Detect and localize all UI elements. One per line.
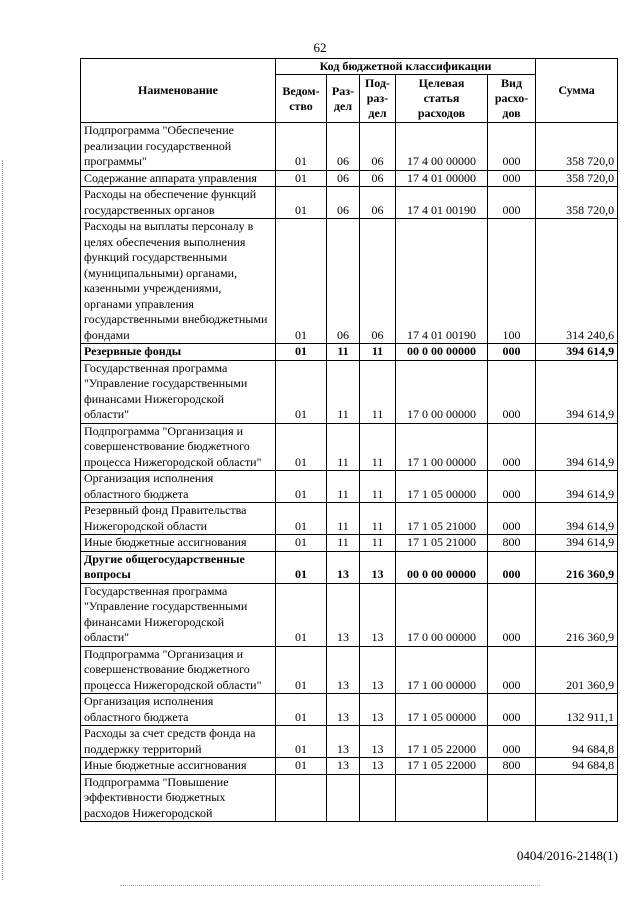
header-razdel: Раз- дел [327, 75, 360, 123]
table-row: Содержание аппарата управления 01 06 06 17 4 01 00000 000 358 720,0 [81, 170, 618, 187]
table-row: Подпрограмма "Организация и совершенствование бюджетного процесса Нижегородской области" 01 13 13 17 1 00 00000 000 201 360,9 [81, 646, 618, 694]
header-row-top [81, 59, 618, 75]
table-row: Иные бюджетные ассигнования 01 13 13 17 1 05 22000 800 94 684,8 [81, 758, 618, 775]
table-row: Резервные фонды 01 11 11 00 0 00 00000 000 394 614,9 [81, 344, 618, 361]
page-number: 62 [313, 40, 327, 55]
table-row: Государственная программа "Управление государственными финансами Нижегородской области" 01 13 13 17 0 00 00000 000 216 360,9 [81, 583, 618, 646]
table-row: Подпрограмма "Повышение эффективности бюджетных расходов Нижегородской [81, 774, 618, 822]
header-vedomstvo: Ведом- ство [276, 75, 327, 123]
table-row: Расходы на выплаты персоналу в целях обеспечения выполнения функций государственными (муниципальными) органами, казенными учреждениями, органами управления государственными внебюджетными фондами 01 06 06 17 4 01 00190 100 314 240,6 [81, 219, 618, 344]
header-group: Код бюджетной классификации [276, 59, 536, 75]
table-row: Другие общегосударственные вопросы 01 13 13 00 0 00 00000 000 216 360,9 [81, 551, 618, 583]
table-row: Расходы за счет средств фонда на поддержку территорий 01 13 13 17 1 05 22000 000 94 684,8 [81, 726, 618, 758]
table-row: Подпрограмма "Организация и совершенствование бюджетного процесса Нижегородской области" 01 11 11 17 1 00 00000 000 394 614,9 [81, 423, 618, 471]
scan-edge-marks [2, 160, 7, 880]
table-row: Государственная программа "Управление государственными финансами Нижегородской области" 01 11 11 17 0 00 00000 000 394 614,9 [81, 360, 618, 423]
header-sum: Сумма [536, 59, 618, 123]
table-row: Организация исполнения областного бюджета 01 11 11 17 1 05 00000 000 394 614,9 [81, 471, 618, 503]
header-podrazdel: Под- раз- дел [360, 75, 396, 123]
header-name: Наименование [81, 59, 276, 123]
table-row: Резервный фонд Правительства Нижегородской области 01 11 11 17 1 05 21000 000 394 614,9 [81, 503, 618, 535]
table-row: Иные бюджетные ассигнования 01 11 11 17 1 05 21000 800 394 614,9 [81, 535, 618, 552]
table-row: Подпрограмма "Обеспечение реализации государственной программы" 01 06 06 17 4 00 00000 000 358 720,0 [81, 123, 618, 171]
header-vid: Вид расхо- дов [488, 75, 536, 123]
scan-bottom-marks [120, 885, 540, 887]
header-article: Целевая статья расходов [396, 75, 488, 123]
table-row: Организация исполнения областного бюджета 01 13 13 17 1 05 00000 000 132 911,1 [81, 694, 618, 726]
document-code: 0404/2016-2148(1) [516, 848, 618, 863]
budget-table [80, 58, 618, 822]
table-row: Расходы на обеспечение функций государственных органов 01 06 06 17 4 01 00190 000 358 720,0 [81, 187, 618, 219]
